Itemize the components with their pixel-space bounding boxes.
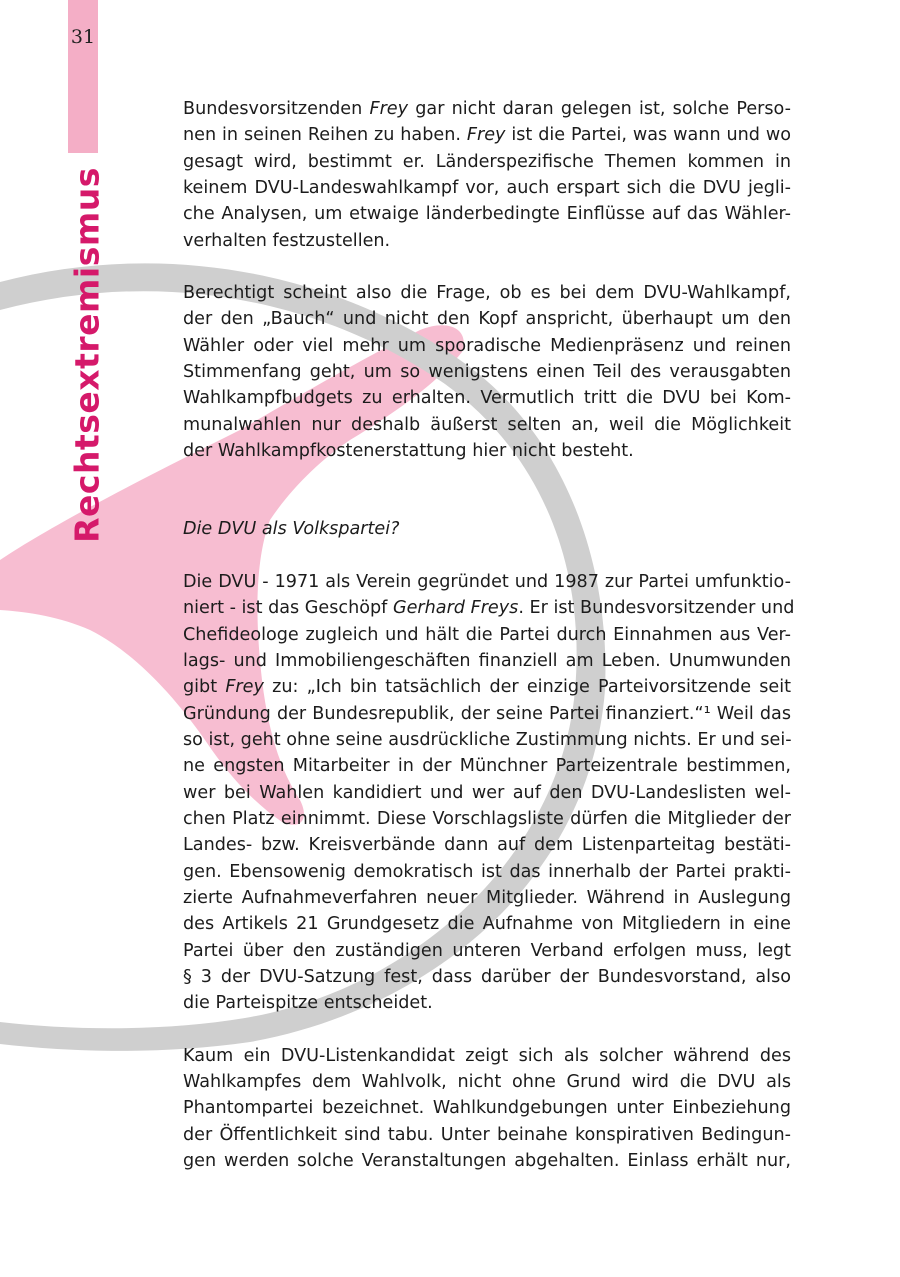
paragraph-1 [183,96,791,254]
text-line: Phantompartei bezeichnet. Wahlkundgebungen unter Einbeziehung [183,1098,791,1119]
page-number: 31 [70,26,96,48]
text-line: Wähler oder viel mehr um sporadische Medienpräsenz und reinen [183,335,791,356]
text-line: niert - ist das Geschöpf Gerhard Freys. Er ist Bundesvorsitzender und [183,598,795,619]
text-line: Stimmenfang geht, um so wenigstens einen Teil des verausgabten [183,362,791,383]
paragraph-4 [183,1043,791,1175]
text-line: Kaum ein DVU-Listenkandidat zeigt sich als solcher während des [183,1045,791,1066]
text-line: Partei über den zuständigen unteren Verband erfolgen muss, legt [183,940,791,961]
text-line: Bundesvorsitzenden Frey gar nicht daran gelegen ist, solche Perso- [183,99,791,119]
text-line: Chefideologe zugleich und hält die Partei durch Einnahmen aus Ver- [183,624,791,645]
text-line: che Analysen, um etwaige länderbedingte Einflüsse auf das Wähler- [183,204,791,225]
text-line: lags- und Immobiliengeschäften finanziell am Leben. Unumwunden [183,650,791,671]
text-line: der Öffentlichkeit sind tabu. Unter beinahe konspirativen Bedingun- [183,1124,791,1145]
text-line: § 3 der DVU-Satzung fest, dass darüber der Bundesvorstand, also [183,966,791,987]
text-line: die Parteispitze entscheidet. [183,993,433,1014]
text-line: Gründung der Bundesrepublik, der seine Partei finanziert.“¹ Weil das [183,703,791,724]
text-line: Die DVU - 1971 als Verein gegründet und 1987 zur Partei umfunktio- [183,571,791,592]
text-line: gen. Ebensowenig demokratisch ist das innerhalb der Partei prakti- [183,861,791,882]
text-line: munalwahlen nur deshalb äußerst selten an, weil die Möglichkeit [183,414,791,435]
text-line: gibt Frey zu: „Ich bin tatsächlich der einzige Parteivorsitzende seit [183,677,791,698]
text-line: Landes- bzw. Kreisverbände dann auf dem Listenparteitag bestäti- [183,835,791,856]
body-text [183,96,795,1174]
text-line: Berechtigt scheint also die Frage, ob es bei dem DVU-Wahlkampf, [183,283,791,304]
text-line: chen Platz einnimmt. Diese Vorschlagsliste dürfen die Mitglieder der [183,808,791,829]
section-heading: Die DVU als Volkspartei? [183,519,400,540]
text-line: gesagt wird, bestimmt er. Länderspezifische Themen kommen in [183,151,791,172]
text-line: der Wahlkampfkostenerstattung hier nicht besteht. [183,441,634,462]
text-line: keinem DVU-Landeswahlkampf vor, auch erspart sich die DVU jegli- [183,178,791,199]
text-line: wer bei Wahlen kandidiert und wer auf den DVU-Landeslisten wel- [183,782,791,803]
text-line: zierte Aufnahmeverfahren neuer Mitglieder. Während in Auslegung [183,887,791,908]
text-line: Wahlkampfbudgets zu erhalten. Vermutlich tritt die DVU bei Kom- [183,388,791,409]
text-line: Wahlkampfes dem Wahlvolk, nicht ohne Grund wird die DVU als [183,1072,791,1092]
text-line: des Artikels 21 Grundgesetz die Aufnahme von Mitgliedern in eine [183,914,791,935]
text-line: so ist, geht ohne seine ausdrückliche Zustimmung nichts. Er und sei- [183,729,792,750]
chapter-side-title: Rechtsextremismus [67,167,107,543]
text-line: verhalten festzustellen. [183,230,391,251]
page-number-strip [68,0,98,153]
text-line: ne engsten Mitarbeiter in der Münchner Parteizentrale bestimmen, [183,756,791,777]
text-line: nen in seinen Reihen zu haben. Frey ist die Partei, was wann und wo [183,125,791,146]
paragraph-2 [183,280,791,464]
text-line: gen werden solche Veranstaltungen abgehalten. Einlass erhält nur, [183,1151,791,1172]
paragraph-3 [183,569,795,1017]
text-line: der den „Bauch“ und nicht den Kopf anspricht, überhaupt um den [183,309,791,330]
